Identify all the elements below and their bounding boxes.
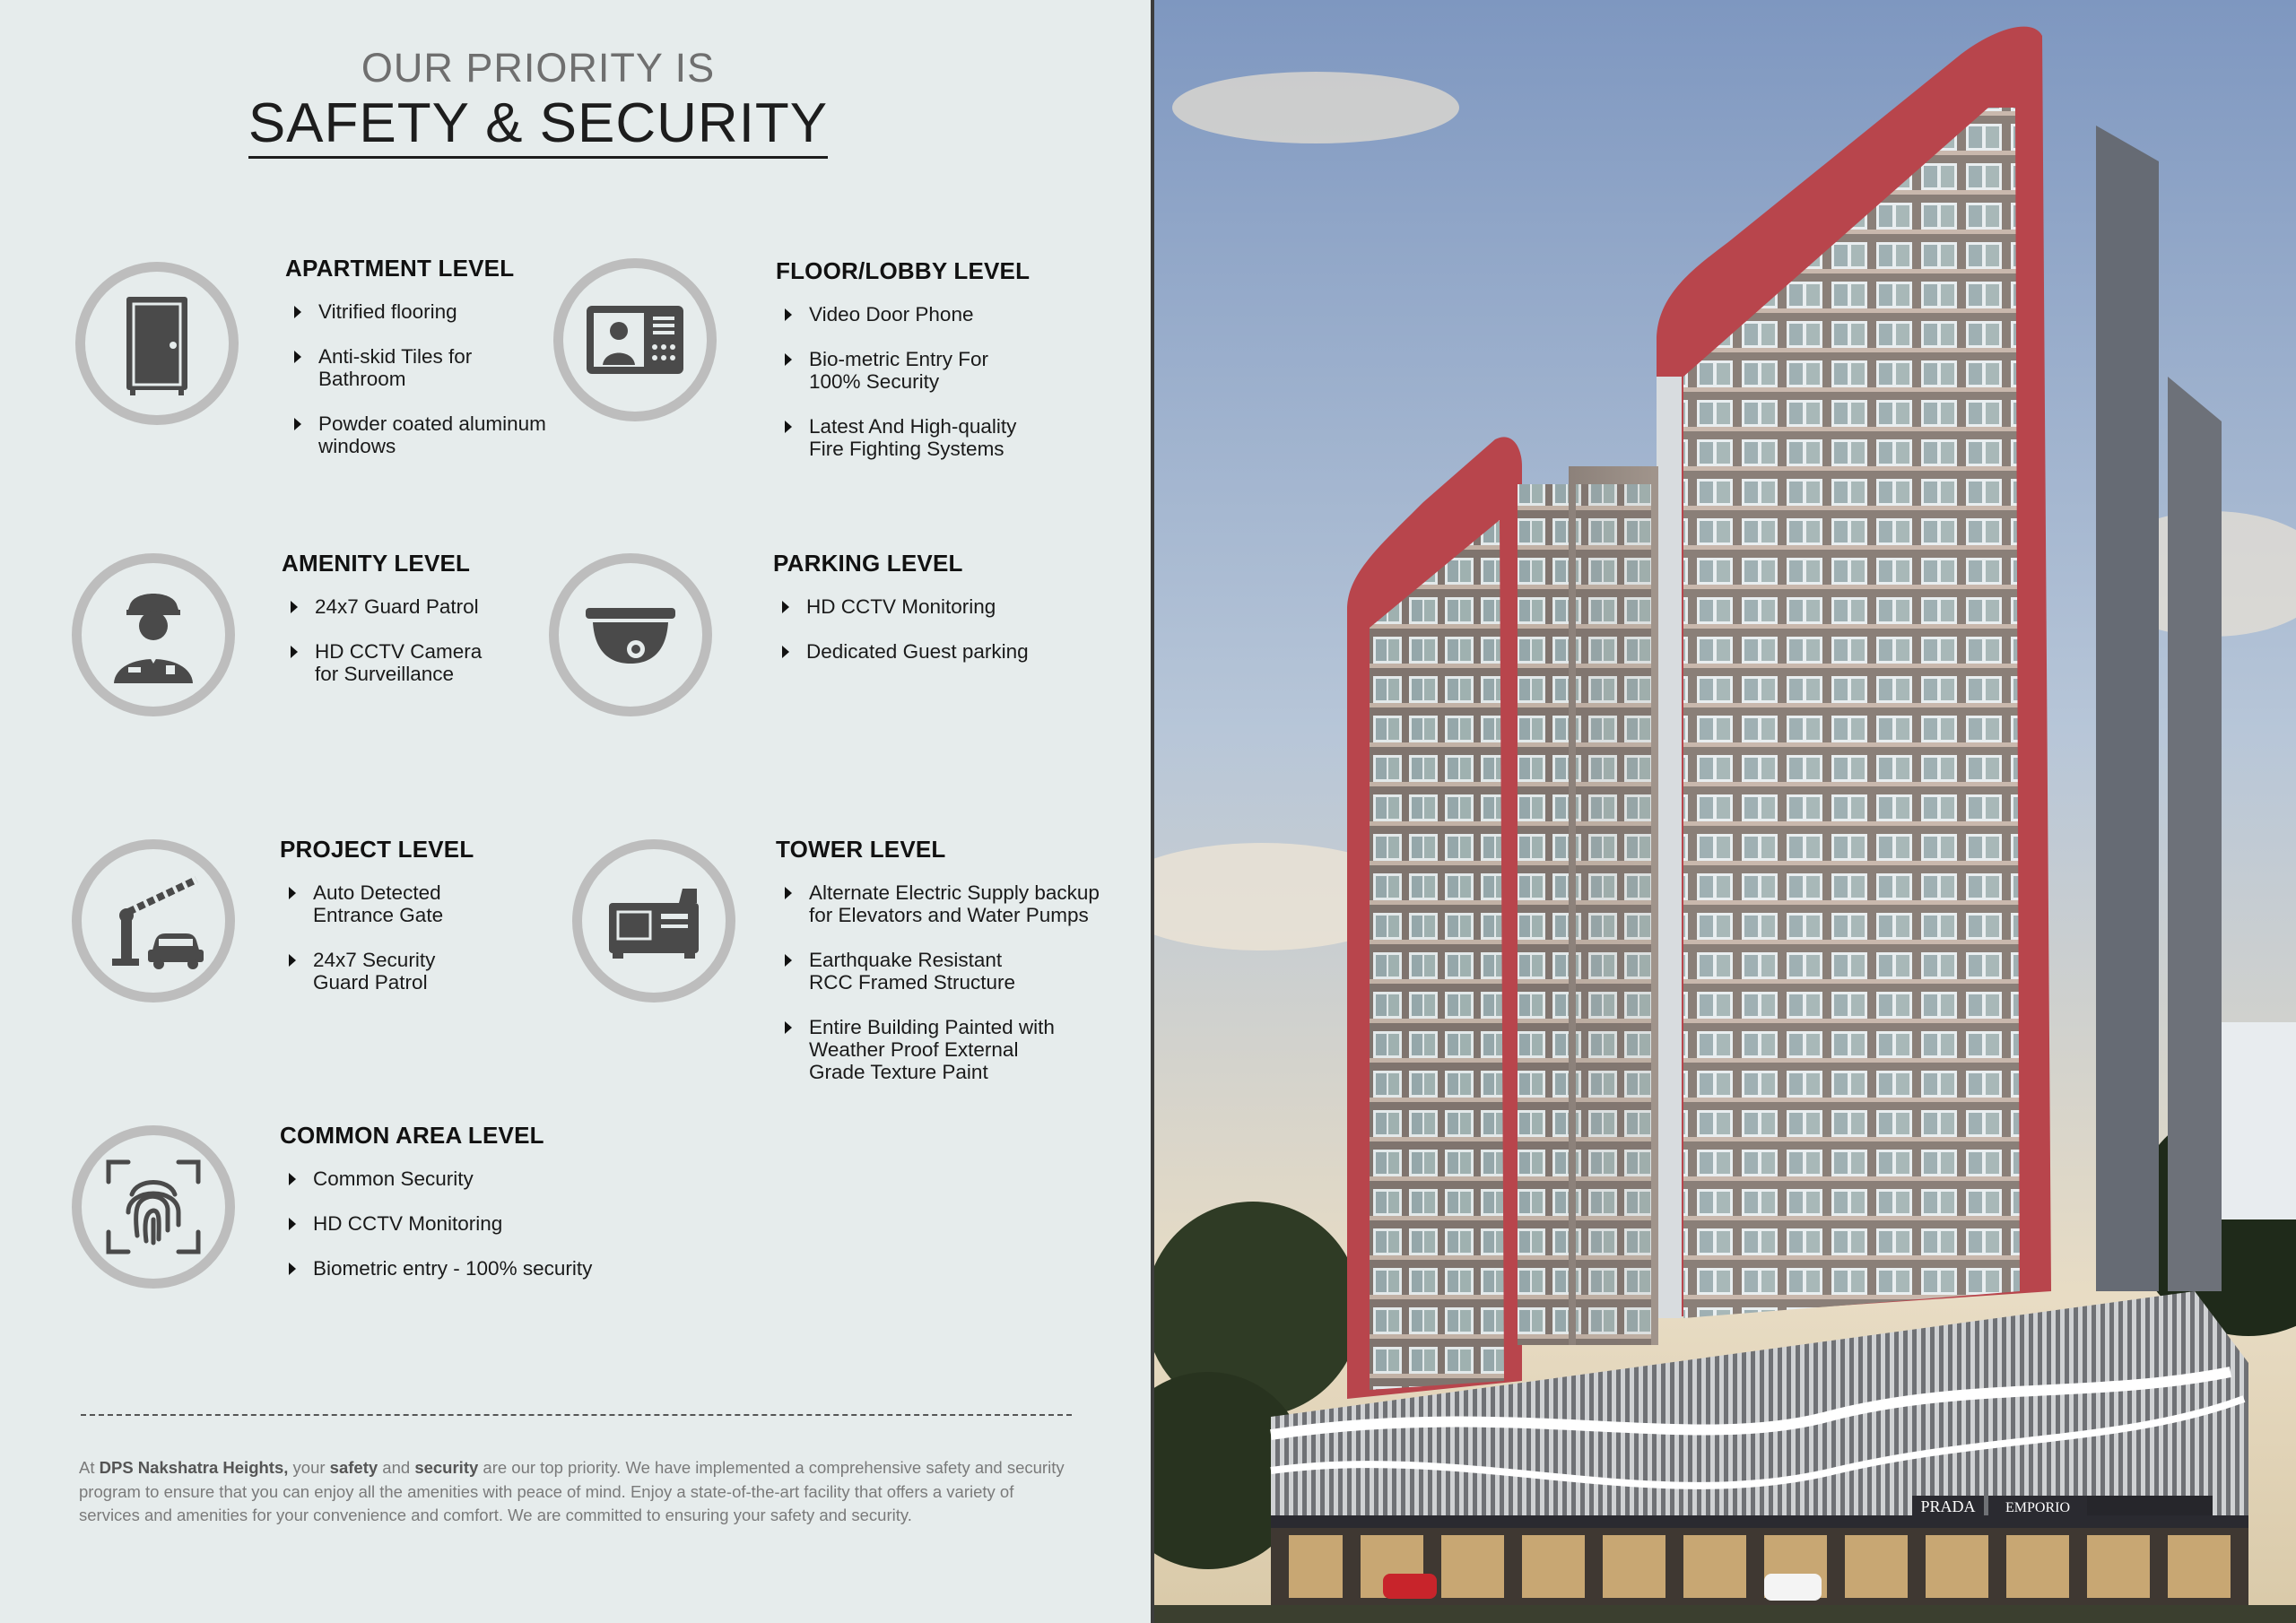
list-item: Anti-skid Tiles for Bathroom	[285, 345, 509, 390]
list-item: Auto Detected Entrance Gate	[280, 881, 459, 926]
footer-text: At	[79, 1458, 100, 1477]
video-door-phone-icon	[553, 258, 717, 421]
list-item: Powder coated aluminum windows	[285, 412, 572, 457]
footer-text: and	[378, 1458, 415, 1477]
page-title-text: SAFETY & SECURITY	[248, 92, 828, 159]
list-item: Common Security	[280, 1167, 639, 1190]
project-name: DPS Nakshatra Heights,	[99, 1458, 289, 1477]
section-parking	[773, 550, 1078, 685]
list-item: 24x7 Guard Patrol	[282, 595, 587, 618]
list-item: Earthquake Resistant RCC Framed Structure	[776, 949, 1018, 994]
section-project	[280, 836, 567, 1016]
generator-icon	[572, 839, 735, 1002]
list-item: Biometric entry - 100% security	[280, 1257, 639, 1280]
storefront-sign: EMPORIO	[2005, 1500, 2071, 1515]
list-item: Alternate Electric Supply backup for Elevators and Water Pumps	[776, 881, 1121, 926]
footer-text: are our top priority. We have implemented a comprehensive safety and security program to ensure that you can enjoy all the amenities with peace of mind. Enjoy a state-of-the-art facility that offers a variety of services and amenities for your convenience and comfort. We are committed to ensuring your safety and security.	[79, 1458, 1065, 1524]
section-title: APARTMENT LEVEL	[285, 255, 515, 282]
dashed-divider	[81, 1414, 1072, 1416]
section-apartment	[285, 255, 590, 480]
list-item: HD CCTV Monitoring	[280, 1212, 639, 1235]
footer-paragraph	[79, 1456, 1074, 1528]
section-floor-lobby	[776, 257, 1099, 482]
list-item: Entire Building Painted with Weather Proof External Grade Texture Paint	[776, 1016, 1072, 1083]
storefront-sign: PRADA	[1920, 1497, 1976, 1515]
heading-top: OUR PRIORITY IS	[361, 45, 716, 91]
section-title: COMMON AREA LEVEL	[280, 1122, 544, 1149]
list-item: 24x7 Security Guard Patrol	[280, 949, 459, 994]
footer-emphasis: safety	[329, 1458, 378, 1477]
security-guard-icon	[72, 553, 235, 716]
list-item: Video Door Phone	[776, 303, 1099, 325]
fingerprint-icon	[72, 1125, 235, 1289]
list-item: Bio-metric Entry For 100% Security	[776, 348, 1018, 393]
section-title: FLOOR/LOBBY LEVEL	[776, 257, 1031, 284]
list-item: HD CCTV Monitoring	[773, 595, 1078, 618]
building-render	[1154, 0, 2296, 1623]
page-title	[0, 91, 1076, 155]
boom-barrier-icon	[72, 839, 235, 1002]
footer-emphasis: security	[414, 1458, 479, 1477]
list-item: Latest And High-quality Fire Fighting Systems	[776, 415, 1036, 460]
door-icon	[75, 262, 239, 425]
cctv-camera-icon	[549, 553, 712, 716]
section-amenity	[282, 550, 587, 707]
section-title: AMENITY LEVEL	[282, 550, 471, 577]
section-common-area	[280, 1122, 639, 1302]
list-item: Vitrified flooring	[285, 300, 590, 323]
footer-text: your	[288, 1458, 330, 1477]
section-title: TOWER LEVEL	[776, 836, 946, 863]
list-item: Dedicated Guest parking	[773, 640, 1078, 663]
list-item: HD CCTV Camera for Surveillance	[282, 640, 497, 685]
section-title: PARKING LEVEL	[773, 550, 963, 577]
section-title: PROJECT LEVEL	[280, 836, 474, 863]
building-illustration	[1154, 0, 2296, 1623]
section-tower	[776, 836, 1126, 1106]
